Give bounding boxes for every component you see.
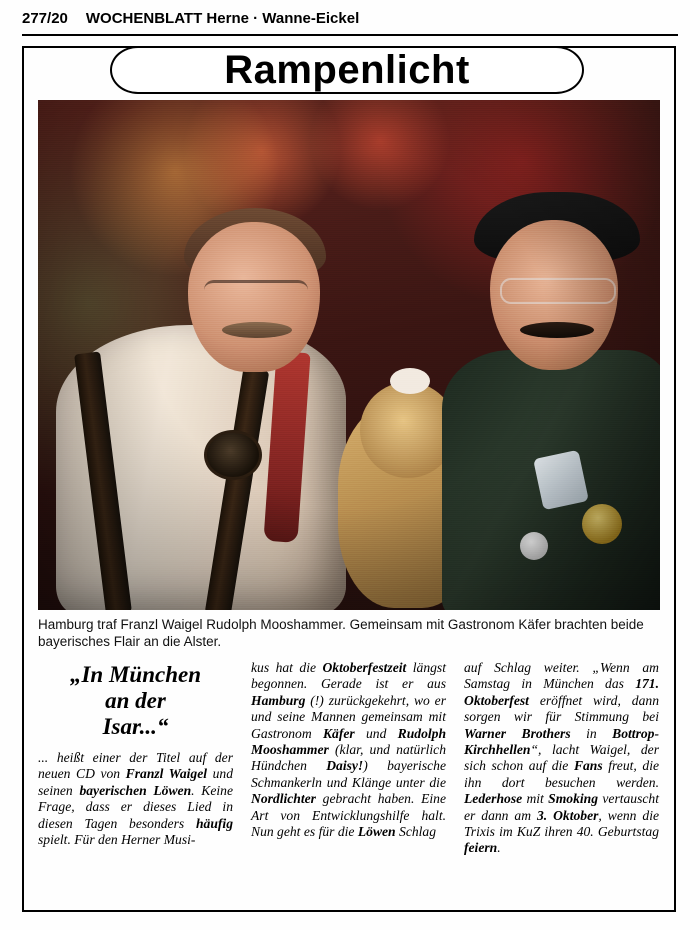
- headline-line-1: „In München: [69, 662, 202, 687]
- issue-number: 277/20: [22, 10, 68, 27]
- article-column-3: [464, 660, 659, 900]
- article-body-1: ... heißt einer der Titel auf der neuen CD von Franzl Waigel und seinen bayerischen Löwen. Keine Frage, dass er dieses Lied in diesen Tagen besonders häufig spielt. Für den Herner Musi-: [38, 750, 233, 848]
- article-body-2: kus hat die Oktoberfestzeit längst begonnen. Gerade ist er aus Hamburg (!) zurückgekehrt, wo er und seine Mannen gemeinsam mit Gastronom Käfer und Rudolph Mooshammer (klar, und natürlich Hündchen Daisy!) bayerische Schmankerln und Klänge unter die Nordlichter gebracht haben. Eine Art von Entwicklungshilfe halt. Nun geht es für die Löwen Schlag: [251, 660, 447, 840]
- section-banner: [110, 46, 584, 94]
- headline-line-3: Isar...“: [102, 714, 169, 739]
- masthead-divider: [22, 34, 678, 36]
- section-title: Rampenlicht: [224, 48, 470, 92]
- article-photo: [38, 100, 660, 610]
- masthead: [22, 10, 678, 32]
- photo-background: [38, 100, 660, 610]
- article-column-1: [38, 660, 233, 900]
- article-headline: [38, 662, 233, 740]
- paper-name: WOCHENBLATT Herne · Wanne-Eickel: [85, 10, 360, 27]
- article-columns: [38, 660, 660, 900]
- photo-caption: Hamburg traf Franzl Waigel Rudolph Mooshammer. Gemeinsam mit Gastronom Käfer brachten beide bayerisches Flair an die Alster.: [38, 617, 644, 649]
- article-body-3: auf Schlag weiter. „Wenn am Samstag in München das 171. Oktoberfest eröffnet wird, dann sorgen wir für Stimmung bei Warner Brothers in Bottrop-Kirchhellen“, lacht Waigel, der sich schon auf die Fans freut, die ihn dort besuchen werden. Lederhose mit Smoking vertauscht er dann am 3. Oktober, wenn die Trixis im KuZ ihren 40. Geburtstag feiern.: [464, 660, 660, 856]
- article-column-2: [251, 660, 446, 900]
- photo-vignette: [38, 100, 660, 610]
- headline-line-2: an der: [105, 688, 166, 713]
